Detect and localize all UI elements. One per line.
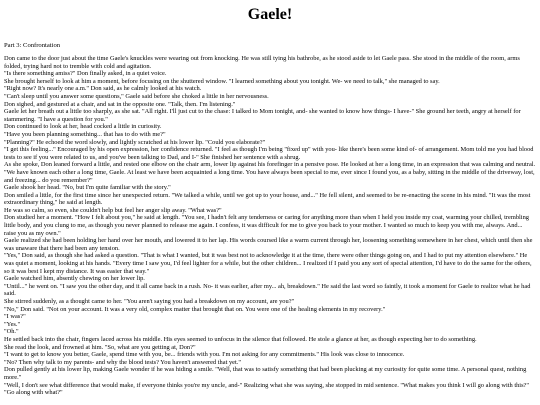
- paragraph: "I get this feeling..." Encouraged by his open expression, her confidence returned. "I feel as though I'm being "fixed up" with you- like there's been some kind of- of arrangement. Mom told me you had blood tests to see if you were related to us, and you've been talking to Dad, and I-" She finished her sentence with a shrug.: [4, 146, 534, 161]
- paragraph: She stirred suddenly, as a thought came to her. "You aren't saying you had a breakdown on my account, are you?": [4, 298, 295, 305]
- story-body: [4, 55, 536, 397]
- paragraph: "Until..." he went on. "I saw you the other day, and it all came back in a rush. No- it was earlier, after my... ah, breakdown." He said the last word so faintly, it took a moment for Gaele to realize what he had said.: [4, 282, 531, 298]
- paragraph: "Have you been planning something... that has to do with me?": [4, 130, 166, 138]
- paragraph: She brought herself to look at him a moment, before focusing on the shuttered window. "I learned something about you tonight. We- we need to talk," she managed to say.: [4, 77, 440, 85]
- paragraph: Don came to the door just about the time Gaele's knuckles were wearing out from knocking. He was still tying his bathrobe, as he stood aside to let Gaele pass. She stood in the middle of the room, arms folded, trying hard not to tremble with cold and agitation.: [4, 55, 520, 70]
- paragraph: "Well, I don't see what difference that would make, if everyone thinks you're my uncle, and-" Realizing what she was saying, she stopped in mid sentence. "What makes you think I will go along with this?": [4, 381, 530, 389]
- paragraph: Don smiled a little, for the first time since her unexpected return. "We talked a while, until we got up to your house, and..." He fell silent, and seemed to be re-enacting the scene in his mind. "It was the most extraordinary thing," he said at length.: [4, 191, 531, 207]
- paragraph: Gaele let her breath out a little too sharply, as she sat. "All right. I'll just cut to the chase: I talked to Mom tonight, and- she wanted to know how things- I have-" She ground her teeth, angry at herself for stammering. "I have a question for you.": [4, 108, 521, 123]
- page-title: Gaele!: [247, 6, 293, 23]
- paragraph: "I want to get to know you better, Gaele, spend time with you, be... friends with you. I'm not asking for any commitments." His look was close to innocence.: [4, 351, 405, 359]
- paragraph: "I was?": [4, 313, 26, 321]
- paragraph: Gaele realized she had been holding her hand over her mouth, and lowered it to her lap. His words coursed like a warm current through her, loosening something somewhere in her chest, which until then she was unaware that there had been any tension.: [4, 237, 533, 252]
- paragraph: Don pulled gently at his lower lip, making Gaele wonder if he was hiding a smile. "Well, that was to satisfy something that had been plucking at my curiosity for quite some time. A personal quest, nothing more.": [4, 366, 527, 381]
- paragraph: "No? Then why talk to my parents- and why the blood tests? You haven't answered that yet.": [4, 358, 241, 366]
- paragraph: "No," Don said. "Not on your account. It was a very old, complex matter that brought that on. You were one of the healing elements in my recovery.": [4, 305, 386, 313]
- paragraph: As she spoke, Don leaned forward a little, and rested one elbow on the chair arm, lower lip against his forefinger in a pensive pose. He looked at her a long time, in an expression that was calming and neutral.: [4, 161, 536, 169]
- paragraph: He was so calm, so even, she couldn't help but feel her anger slip away. "What was?": [4, 206, 222, 214]
- paragraph: "Oh.": [4, 328, 19, 336]
- paragraph: Gaele shook her head. "No, but I'm quite familiar with the story.": [4, 184, 171, 192]
- paragraph: "We have known each other a long time, Gaele. At least we have been acquainted a long time. You have always been special to me, ever since I found you, as a baby, sitting in the middle of the driveway, lost, and freezing... do you remember?": [4, 168, 535, 184]
- paragraph: "Yes.": [4, 320, 21, 328]
- paragraph: Don studied her a moment. "How I felt about you," he said at length. "You see, I hadn't felt any tenderness or caring for anything more than when I held you inside my coat, warming your chilled, trembling little body, and you clung to me, as though you never planned to release me again. I confess, it was difficult for me to give you back to your mother. I wanted so much to keep you with me, always. And... raise you as my own.": [4, 214, 529, 237]
- paragraph: Gaele watched him, absently chewing on her lower lip.: [4, 275, 145, 283]
- paragraph: "Can't sleep until you answer some questions," Gaele said before she choked a little in her nervousness.: [4, 92, 269, 100]
- paragraph: "Right now? It's nearly one a.m." Don said, as he calmly looked at his watch.: [4, 85, 202, 93]
- paragraph: Don sighed, and gestured at a chair, and sat in the opposite one. "Talk, then. I'm listening.": [4, 100, 236, 108]
- paragraph: He settled back into the chair, fingers laced across his middle. His eyes seemed to unfocus in the silence that followed. He stole a glance at her, as though expecting her to do something.: [4, 335, 477, 343]
- paragraph: She read the look, and frowned at him. "So, what are you getting at, Don?": [4, 343, 196, 351]
- paragraph: "Go along with what?": [4, 389, 63, 397]
- paragraph: Don continued to look at her, head cocked a little in curiosity.: [4, 123, 162, 131]
- paragraph: "Is there something amiss?" Don finally asked, in a quiet voice.: [4, 70, 167, 78]
- paragraph: "Planning?" He echoed the word slowly, and lightly scratched at his lower lip. "Could you elaborate?": [4, 138, 266, 146]
- part-heading: Part 3: Confrontation: [4, 42, 61, 49]
- paragraph: "Yes," Don said, as though she had asked a question. "That is what I wanted, but it was best not to acknowledge it at the time, there were other things going on, and I had to put my attention elsewhere." He was quiet a moment, looking at his hands. "Every time I saw you, I'd feel lighter for a while, but the other children... I realized if I paid you any sort of special attention, I'd have to do the same for the others, so it was best I kept my distance. It was easier that way.": [4, 252, 532, 275]
